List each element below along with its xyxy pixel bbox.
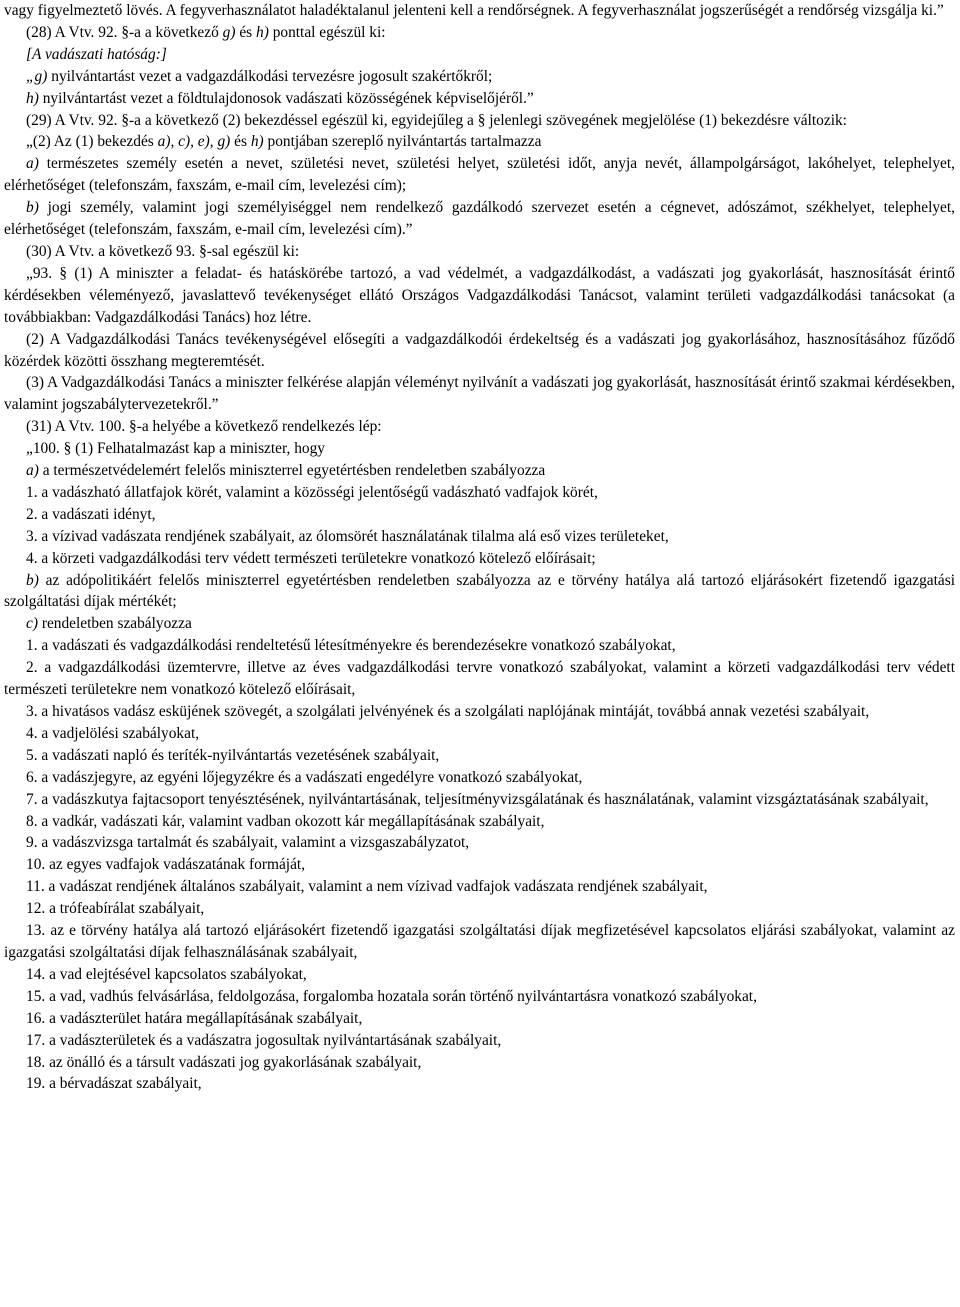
paragraph: a) természetes személy esetén a nevet, születési nevet, születési helyet, születési időt, anyja nevét, állampolgárságot, lakóhelyet, telephelyet, elérhetőséget (telefonszám, faxszám, e-mail cím, levelezési cím); — [4, 155, 955, 195]
paragraph: vagy figyelmeztető lövés. A fegyverhasználatot haladéktalanul jelenteni kell a rendőrségnek. A fegyverhasználat jogszerűségét a rendőrség vizsgálja ki.” — [4, 2, 944, 19]
paragraph: h) nyilvántartást vezet a földtulajdonosok vadászati közösségének képviselőjéről.” — [26, 89, 534, 107]
list-item: 6. a vadászjegyre, az egyéni lőjegyzékre és a vadászati engedélyre vonatkozó szabályokat, — [26, 768, 583, 786]
paragraph: „93. § (1) A miniszter a feladat- és hatáskörébe tartozó, a vad védelmét, a vadgazdálkodást, a vadászati jog gyakorlását, hasznosítását érintő kérdésekben véleményező, javaslattevő tevékenységet ellátó Országos Vadgazdálkodási Tanácsot, valamint területi vadgazdálkodási tanácsokat (a továbbiakban: Vadgazdálkodási Tanács) hoz létre. — [4, 264, 955, 326]
paragraph: b) az adópolitikáért felelős miniszterrel egyetértésben rendeletben szabályozza az e törvény hatálya alá tartozó eljárásokért fizetendő igazgatási szolgáltatási díjak mértékét; — [4, 571, 955, 611]
paragraph: „(2) Az (1) bekezdés a), c), e), g) és h) pontjában szereplő nyilvántartás tartalmazza — [26, 133, 542, 151]
list-item: 9. a vadászvizsga tartalmát és szabályait, valamint a vizsgaszabályzatot, — [26, 834, 470, 852]
list-item: 17. a vadászterületek és a vadászatra jogosultak nyilvántartásának szabályait, — [26, 1031, 502, 1049]
list-item: 1. a vadászható állatfajok körét, valamint a közösségi jelentőségű vadászható vadfajok körét, — [26, 483, 598, 501]
list-item: 3. a vízivad vadászata rendjének szabályait, az ólomsörét használatának tilalma alá eső vizes területeket, — [26, 527, 669, 545]
paragraph: (30) A Vtv. a következő 93. §-sal egészül ki: — [26, 242, 300, 260]
list-item: 11. a vadászat rendjének általános szabályait, valamint a nem vízivad vadfajok vadászata rendjének szabályait, — [26, 878, 708, 896]
list-item: 15. a vad, vadhús felvásárlása, feldolgozása, forgalomba hozatala során történő nyilvántartásra vonatkozó szabályokat, — [26, 987, 757, 1005]
paragraph: (2) A Vadgazdálkodási Tanács tevékenységével elősegíti a vadgazdálkodói érdekeltség és a vadászati jog gyakorlásához, hasznosításához fűződő közérdek közötti összhang megteremtését. — [4, 330, 955, 370]
paragraph: b) jogi személy, valamint jogi személyiséggel nem rendelkező gazdálkodó szervezet esetén a cégnevet, adószámot, székhelyet, telephelyet, elérhetőséget (telefonszám, faxszám, e-mail cím, levelezési cím).” — [4, 199, 955, 239]
paragraph: „100. § (1) Felhatalmazást kap a miniszter, hogy — [26, 440, 325, 458]
list-item: 18. az önálló és a társult vadászati jog gyakorlásának szabályait, — [26, 1053, 422, 1071]
list-item: 16. a vadászterület határa megállapításának szabályait, — [26, 1009, 363, 1027]
paragraph: c) rendeletben szabályozza — [26, 615, 192, 633]
paragraph: (29) A Vtv. 92. §-a a következő (2) bekezdéssel egészül ki, egyidejűleg a § jelenlegi szövegének megjelölése (1) bekezdésre változik: — [26, 111, 847, 129]
paragraph: a) a természetvédelemért felelős miniszterrel egyetértésben rendeletben szabályozza — [26, 462, 546, 480]
list-item: 5. a vadászati napló és teríték-nyilvántartás vezetésének szabályait, — [26, 746, 440, 764]
list-item: 7. a vadászkutya fajtacsoport tenyésztésének, nyilvántartásának, teljesítményvizsgálatának és használatának, valamint vizsgáztatásának szabályait, — [26, 790, 929, 808]
list-item: 14. a vad elejtésével kapcsolatos szabályokat, — [26, 965, 307, 983]
list-item: 2. a vadgazdálkodási üzemtervre, illetve az éves vadgazdálkodási tervre vonatkozó szabályokat, valamint a körzeti vadgazdálkodási terv védett természeti területekre nem vonatkozó kötelező előírásait, — [4, 659, 955, 699]
paragraph: (28) A Vtv. 92. §-a a következő g) és h) ponttal egészül ki: — [26, 23, 386, 41]
paragraph: „g) nyilvántartást vezet a vadgazdálkodási tervezésre jogosult szakértőkről; — [26, 67, 493, 85]
list-item: 19. a bérvadászat szabályait, — [26, 1075, 202, 1093]
list-item: 2. a vadászati idényt, — [26, 505, 156, 523]
list-item: 12. a trófeabírálat szabályait, — [26, 900, 205, 918]
list-item: 13. az e törvény hatálya alá tartozó eljárásokért fizetendő igazgatási szolgáltatási díjak megfizetésével kapcsolatos eljárási szabályokat, valamint az igazgatási szolgáltatási díjak felhasználásának szabályait, — [4, 922, 955, 961]
list-item: 1. a vadászati és vadgazdálkodási rendeltetésű létesítményekre és berendezésekre vonatkozó szabályokat, — [26, 637, 676, 655]
paragraph: (3) A Vadgazdálkodási Tanács a miniszter felkérése alapján véleményt nyilvánít a vadászati jog gyakorlását, hasznosítását érintő szakmai kérdésekben, valamint jogszabálytervezetekről.” — [4, 374, 955, 414]
list-item: 8. a vadkár, vadászati kár, valamint vadban okozott kár megállapításának szabályait, — [26, 812, 545, 830]
list-item: 10. az egyes vadfajok vadászatának formáját, — [26, 856, 306, 874]
list-item: 4. a körzeti vadgazdálkodási terv védett természeti területekre vonatkozó kötelező előírásait; — [26, 549, 596, 567]
paragraph: (31) A Vtv. 100. §-a helyébe a következő rendelkezés lép: — [26, 418, 382, 436]
paragraph: [A vadászati hatóság:] — [26, 45, 167, 63]
list-item: 3. a hivatásos vadász esküjének szövegét, a szolgálati jelvényének és a szolgálati naplójának mintáját, továbbá annak vezetési szabályait, — [26, 703, 870, 720]
list-item: 4. a vadjelölési szabályokat, — [26, 724, 200, 742]
